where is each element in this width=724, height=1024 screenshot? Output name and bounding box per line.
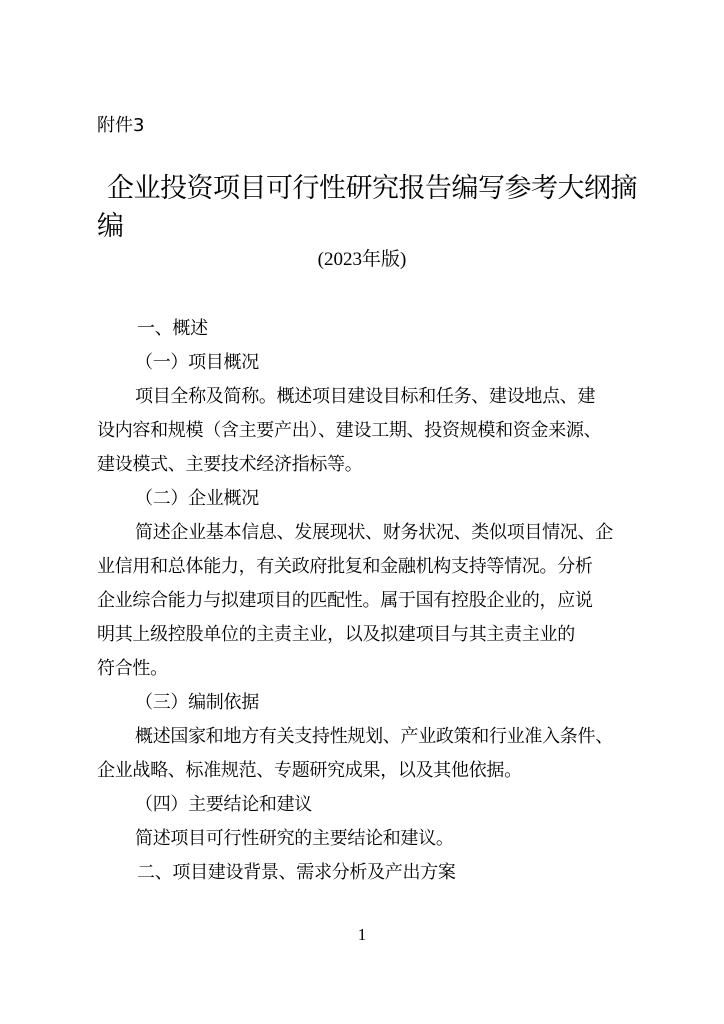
- paragraph-line: 符合性。: [97, 658, 168, 679]
- subsection-2-heading: （二）企业概况: [135, 488, 259, 509]
- paragraph-line: 企业战略、标准规范、专题研究成果，以及其他依据。: [97, 760, 522, 781]
- paragraph-line: 企业综合能力与拟建项目的匹配性。属于国有控股企业的，应说: [97, 590, 593, 611]
- paragraph-line: 概述国家和地方有关支持性规划、产业政策和行业准入条件、: [135, 726, 613, 747]
- page-number: 1: [357, 925, 367, 944]
- paragraph-line: 业信用和总体能力，有关政府批复和金融机构支持等情况。分析: [97, 556, 593, 577]
- paragraph-line: 设内容和规模（含主要产出）、建设工期、投资规模和资金来源、: [97, 420, 602, 441]
- paragraph-line: 项目全称及简称。概述项目建设目标和任务、建设地点、建: [135, 386, 596, 407]
- section-2-heading: 二、项目建设背景、需求分析及产出方案: [137, 862, 456, 883]
- document-body: [97, 312, 637, 890]
- annex-label: 附件3: [97, 115, 145, 136]
- subsection-1-heading: （一）项目概况: [135, 352, 259, 373]
- paragraph-line: 简述企业基本信息、发展现状、财务状况、类似项目情况、企: [135, 522, 613, 543]
- document-title: [97, 170, 657, 246]
- paragraph-line: 建设模式、主要技术经济指标等。: [97, 454, 363, 475]
- edition-label: (2023年版): [317, 249, 407, 270]
- subsection-3-heading: （三）编制依据: [135, 692, 259, 713]
- subsection-4-heading: （四）主要结论和建议: [135, 794, 312, 815]
- title-line-2: 编: [97, 211, 124, 242]
- section-1-heading: 一、概述: [137, 318, 208, 339]
- paragraph-line: 简述项目可行性研究的主要结论和建议。: [135, 828, 454, 849]
- title-line-1: 企业投资项目可行性研究报告编写参考大纲摘: [107, 173, 637, 204]
- paragraph-line: 明其上级控股单位的主责主业，以及拟建项目与其主责主业的: [97, 624, 575, 645]
